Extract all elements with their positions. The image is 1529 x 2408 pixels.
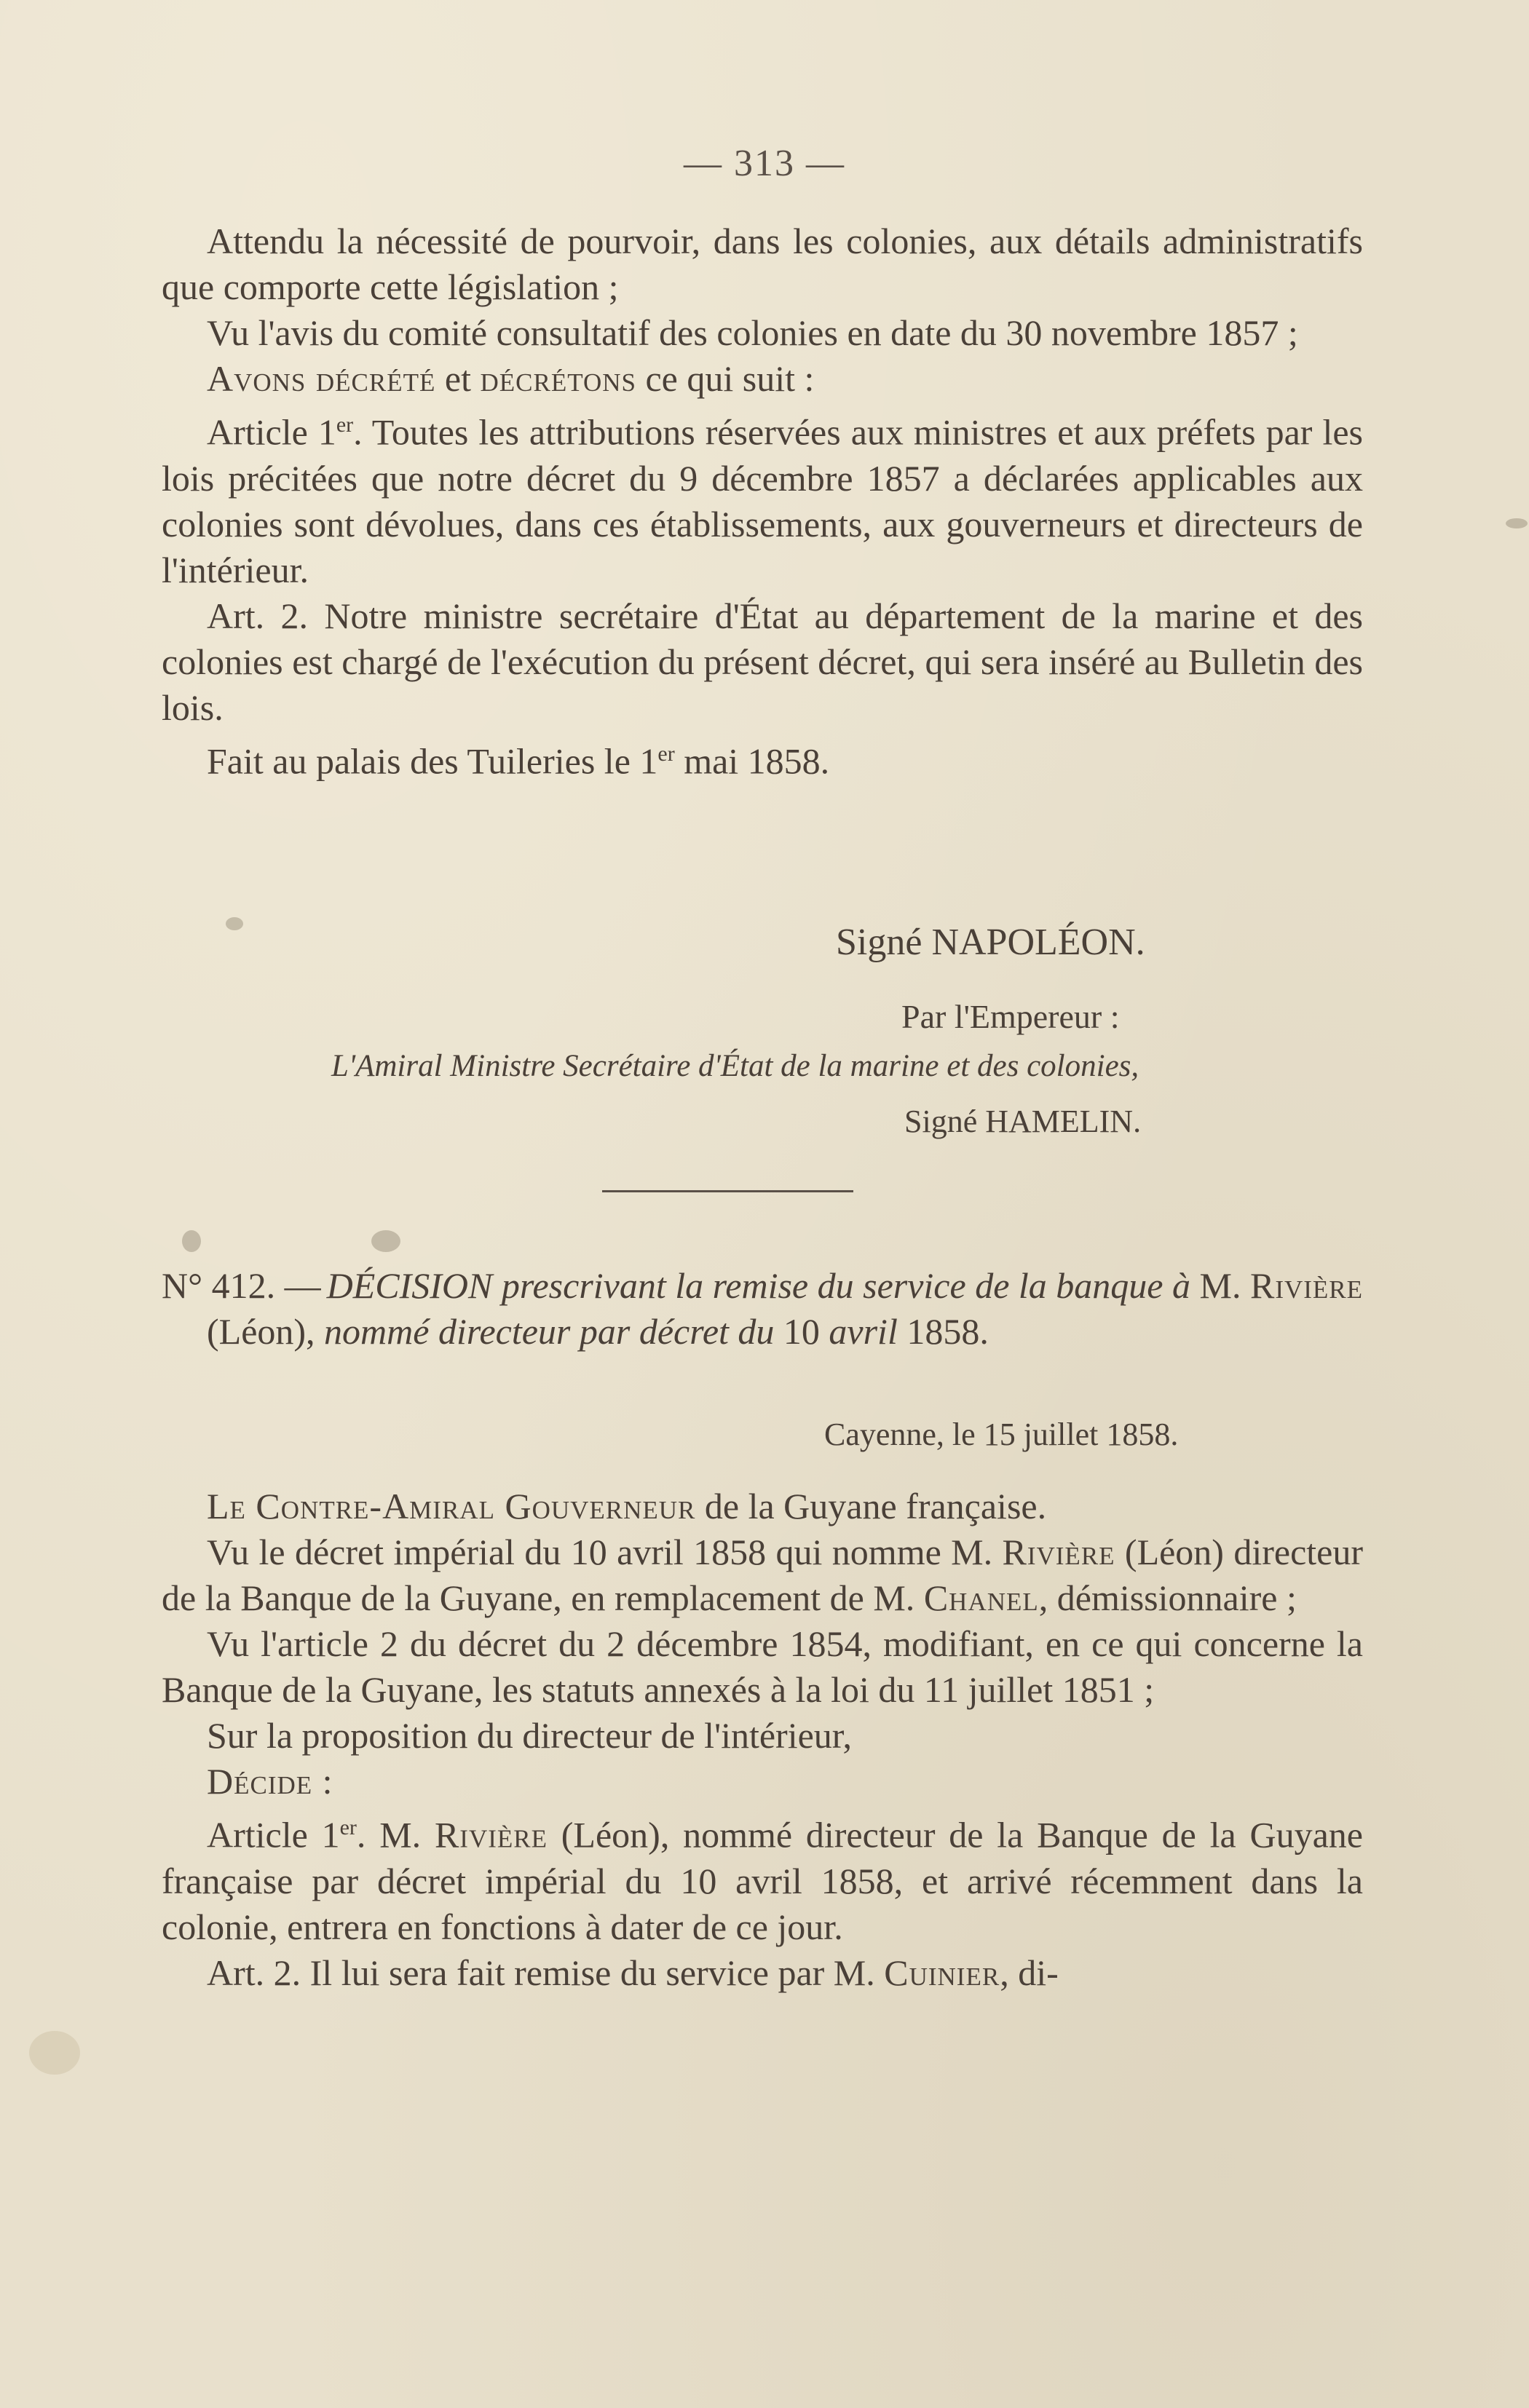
decision-title-name: Rivière — [1249, 1265, 1364, 1306]
vu-decret-b: (Léon) directeur de la Banque de la Guyane, en remplacement de M. — [162, 1532, 1363, 1618]
guyane-text: de la Guyane française. — [695, 1486, 1047, 1526]
et-text: et — [435, 358, 481, 399]
decision-title-m: M. — [1190, 1265, 1250, 1306]
decide-text: Décide : — [207, 1761, 333, 1802]
paragraph-article-1 — [162, 402, 1363, 593]
decree-text — [162, 218, 1363, 784]
decretons-text: décrétons — [480, 358, 636, 399]
decision-article-1-text: (Léon), nommé directeur de la Banque de la Guyane française par décret impérial du 10 avril 1858, et arrivé récemment dans la colonie, entrera en fonctions à dater de ce jour. — [162, 1814, 1363, 1947]
decision-title-day: 10 — [774, 1311, 829, 1352]
vu-decret-c: , démissionnaire ; — [1038, 1577, 1297, 1618]
avons-decrete-text: Avons décrété — [207, 358, 436, 399]
paragraph-decide — [162, 1759, 1363, 1805]
decision-text — [162, 1484, 1363, 1996]
paragraph-vu-decret — [162, 1529, 1363, 1621]
decision-heading — [162, 1263, 1363, 1355]
decision-article-2-cuinier: Cuinier — [884, 1952, 1000, 1993]
paragraph-fait-au-palais — [162, 731, 1363, 785]
article-1-sup: er — [336, 413, 354, 437]
decision-title — [162, 1263, 1363, 1355]
section-divider — [602, 1190, 853, 1192]
paper-stain — [226, 917, 243, 930]
decision-title-italic-2: nommé directeur par décret du — [324, 1311, 775, 1352]
paragraph-contre-amiral — [162, 1484, 1363, 1529]
decision-title-italic-1: DÉCISION prescrivant la remise du service de la banque à — [326, 1265, 1190, 1306]
decision-title-month: avril — [829, 1311, 898, 1352]
vu-decret-a: Vu le décret impérial du 10 avril 1858 qui nomme M. — [207, 1532, 1003, 1572]
paragraph-avons-decrete — [162, 356, 1363, 402]
vu-decret-chanel: Chanel — [923, 1577, 1039, 1618]
place-and-date: Cayenne, le 15 juillet 1858. — [824, 1417, 1179, 1452]
paragraph-vu-article: Vu l'article 2 du décret du 2 décembre 1854, modifiant, en ce qui concerne la Banque de la Guyane, les statuts annexés à la loi du 11 juillet 1851 ; — [162, 1623, 1363, 1710]
decision-article-2-a: Art. 2. Il lui sera fait remise du service par M. — [207, 1952, 885, 1993]
paragraph-article-2: Art. 2. Notre ministre secrétaire d'État au département de la marine et des colonies est chargé de l'exécution du présent décret, qui sera inséré au Bulletin des lois. — [162, 595, 1363, 728]
contre-amiral-text: Le Contre-Amiral Gouverneur — [207, 1486, 696, 1526]
paper-stain — [371, 1230, 400, 1252]
fait-date: mai 1858. — [674, 740, 830, 782]
paragraph-sur-proposition: Sur la proposition du directeur de l'intérieur, — [207, 1715, 852, 1756]
ce-qui-suit-text: ce qui suit : — [636, 358, 815, 399]
paragraph-decision-article-2 — [162, 1950, 1363, 1996]
article-1-text: . Toutes les attributions réservées aux ministres et aux préfets par les lois précitées que notre décret du 9 décembre 1857 a déclarées applicables aux colonies sont dévolues, dans ces établissements, aux gouverneurs et directeurs de l'intérieur. — [162, 411, 1363, 590]
decision-title-year: 1858. — [897, 1311, 989, 1352]
paragraph-decision-article-1 — [162, 1805, 1363, 1950]
amiral-ministre-line: L'Amiral Ministre Secrétaire d'État de la marine et des colonies, — [331, 1049, 1139, 1083]
par-l-empereur: Par l'Empereur : — [901, 998, 1120, 1035]
decision-article-1-sup: er — [339, 1815, 357, 1839]
paper-stain — [182, 1230, 201, 1252]
decision-article-1-label: Article 1 — [207, 1814, 340, 1855]
decision-title-leon: (Léon), — [207, 1311, 325, 1352]
signature-hamelin: Signé HAMELIN. — [904, 1104, 1142, 1139]
decision-article-2-b: , di- — [1000, 1952, 1059, 1993]
decision-article-1-m: . M. — [356, 1814, 435, 1855]
paragraph-attendu: Attendu la nécessité de pourvoir, dans les colonies, aux détails administratifs que comporte cette législation ; — [162, 221, 1363, 307]
article-1-label: Article 1 — [207, 411, 336, 453]
decision-article-1-riviere: Rivière — [434, 1814, 548, 1855]
decision-number: N° 412. — — [162, 1265, 321, 1306]
paper-stain — [1506, 518, 1528, 528]
signature-napoleon: Signé NAPOLÉON. — [836, 922, 1145, 963]
vu-decret-riviere: Rivière — [1002, 1532, 1115, 1572]
paper-stain — [29, 2031, 80, 2075]
page-number: — 313 — — [684, 143, 845, 184]
fait-text: Fait au palais des Tuileries le 1 — [207, 740, 658, 782]
fait-sup: er — [657, 741, 675, 766]
paragraph-avis: Vu l'avis du comité consultatif des colonies en date du 30 novembre 1857 ; — [207, 312, 1298, 353]
